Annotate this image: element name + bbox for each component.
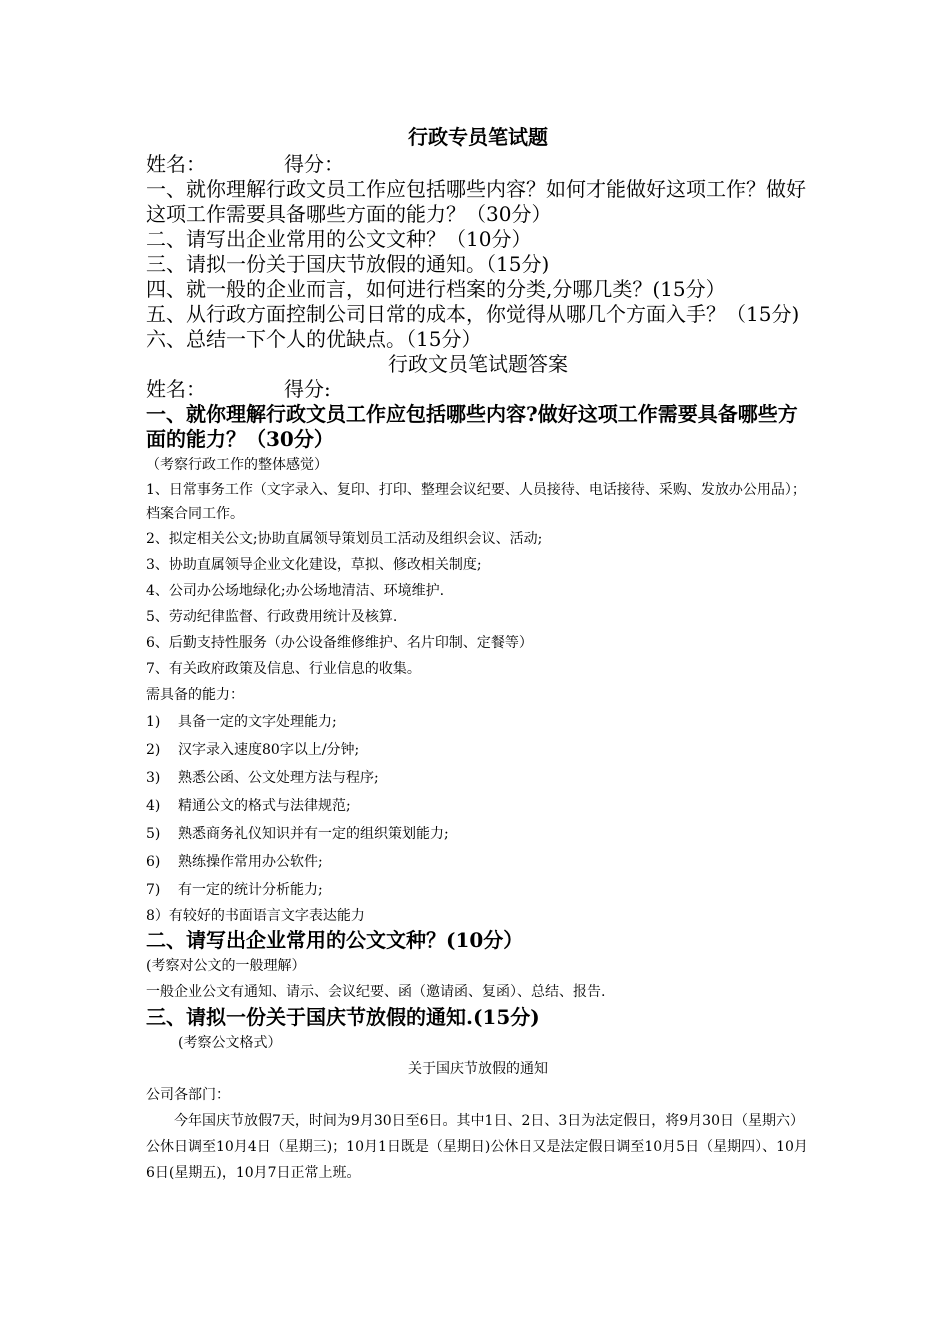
ability-item <box>146 820 810 848</box>
exam-title: 行政专员笔试题 <box>408 125 548 149</box>
ability-number: 2) <box>146 742 161 758</box>
answer-2-note: (考察对公文的一般理解） <box>146 958 306 974</box>
ability-text: 熟悉公函、公文处理方法与程序; <box>178 770 379 786</box>
ability-number: 4) <box>146 798 161 814</box>
ability-number: 5) <box>146 826 161 842</box>
exam-question-1: 一、就你理解行政文员工作应包括哪些内容？如何才能做好这项工作？做好这项工作需要具备哪些方面的能力？（30分） <box>146 177 806 226</box>
ability-text: 熟悉商务礼仪知识并有一定的组织策划能力; <box>178 826 449 842</box>
notice-title: 关于国庆节放假的通知 <box>408 1061 548 1077</box>
answer-2-text: 一般企业公文有通知、请示、会议纪要、函（邀请函、复函）、总结、报告. <box>146 984 606 1000</box>
ability-text: 汉字录入速度80字以上/分钟; <box>178 742 360 758</box>
ability-number: 6) <box>146 854 161 870</box>
ability-number: 7) <box>146 882 161 898</box>
exam-score-label: 得分： <box>284 152 344 176</box>
ability-item <box>146 792 810 820</box>
answers-title: 行政文员笔试题答案 <box>388 352 568 376</box>
exam-question-2: 二、请写出企业常用的公文文种？（10分） <box>146 227 532 251</box>
answer-1-duty-4: 4、公司办公场地绿化;办公场地清洁、环境维护. <box>146 583 445 599</box>
ability-text: 精通公文的格式与法律规范; <box>178 798 351 814</box>
answer-1-duty-1: 1、日常事务工作（文字录入、复印、打印、整理会议纪要、人员接待、电话接待、采购、发放办公用品）；档案合同工作。 <box>146 482 806 522</box>
answers-name-score-row <box>146 377 810 402</box>
ability-item <box>146 736 810 764</box>
answer-1-heading: 一、就你理解行政文员工作应包括哪些内容?做好这项工作需要具备哪些方面的能力？（30分） <box>146 402 798 451</box>
answer-1-duty-6: 6、后勤支持性服务（办公设备维修维护、名片印制、定餐等） <box>146 635 533 651</box>
answers-score-label: 得分: <box>284 377 331 401</box>
ability-number: 1) <box>146 714 161 730</box>
exam-question-4: 四、就一般的企业而言，如何进行档案的分类,分哪几类？(15分） <box>146 277 726 301</box>
ability-item <box>146 764 810 792</box>
ability-text: 有一定的统计分析能力; <box>178 882 323 898</box>
ability-text: 熟练操作常用办公软件; <box>178 854 323 870</box>
abilities-label: 需具备的能力： <box>146 687 244 703</box>
ability-item <box>146 708 810 736</box>
exam-name-label: 姓名： <box>146 152 206 176</box>
exam-name-score-row <box>146 152 810 177</box>
answer-3-heading: 三、请拟一份关于国庆节放假的通知.(15分) <box>146 1005 540 1029</box>
answer-1-duty-7: 7、有关政府政策及信息、行业信息的收集。 <box>146 661 421 677</box>
ability-number: 3) <box>146 770 161 786</box>
answer-3-note: (考察公文格式） <box>178 1035 282 1051</box>
answers-name-label: 姓名： <box>146 377 206 401</box>
exam-question-3: 三、请拟一份关于国庆节放假的通知。（15分) <box>146 252 550 276</box>
notice-body: 今年国庆节放假7天，时间为9月30日至6日。其中1日、2日、3日为法定假日，将9月30日（星期六）公休日调至10月4日（星期三)；10月1日既是（星期日)公休日又是法定假日调至10月5日（星期四）、10月6日(星期五)，10月7日正常上班。 <box>146 1113 808 1181</box>
answer-1-duty-5: 5、劳动纪律监督、行政费用统计及核算. <box>146 609 398 625</box>
ability-item-8: 8）有较好的书面语言文字表达能力 <box>146 908 365 924</box>
document-page <box>146 122 810 1186</box>
exam-question-6: 六、总结一下个人的优缺点。（15分） <box>146 327 482 351</box>
ability-text: 具备一定的文字处理能力; <box>178 714 337 730</box>
answer-1-duty-3: 3、协助直属领导企业文化建设，草拟、修改相关制度; <box>146 557 482 573</box>
ability-item <box>146 848 810 876</box>
notice-salutation: 公司各部门： <box>146 1087 230 1103</box>
answer-1-duty-2: 2、拟定相关公文;协助直属领导策划员工活动及组织会议、活动; <box>146 531 543 547</box>
answer-2-heading: 二、请写出企业常用的公文文种？(10分） <box>146 928 524 952</box>
exam-question-5: 五、从行政方面控制公司日常的成本，你觉得从哪几个方面入手？（15分) <box>146 302 800 326</box>
ability-item <box>146 876 810 904</box>
answer-1-note: （考察行政工作的整体感觉） <box>146 457 328 473</box>
